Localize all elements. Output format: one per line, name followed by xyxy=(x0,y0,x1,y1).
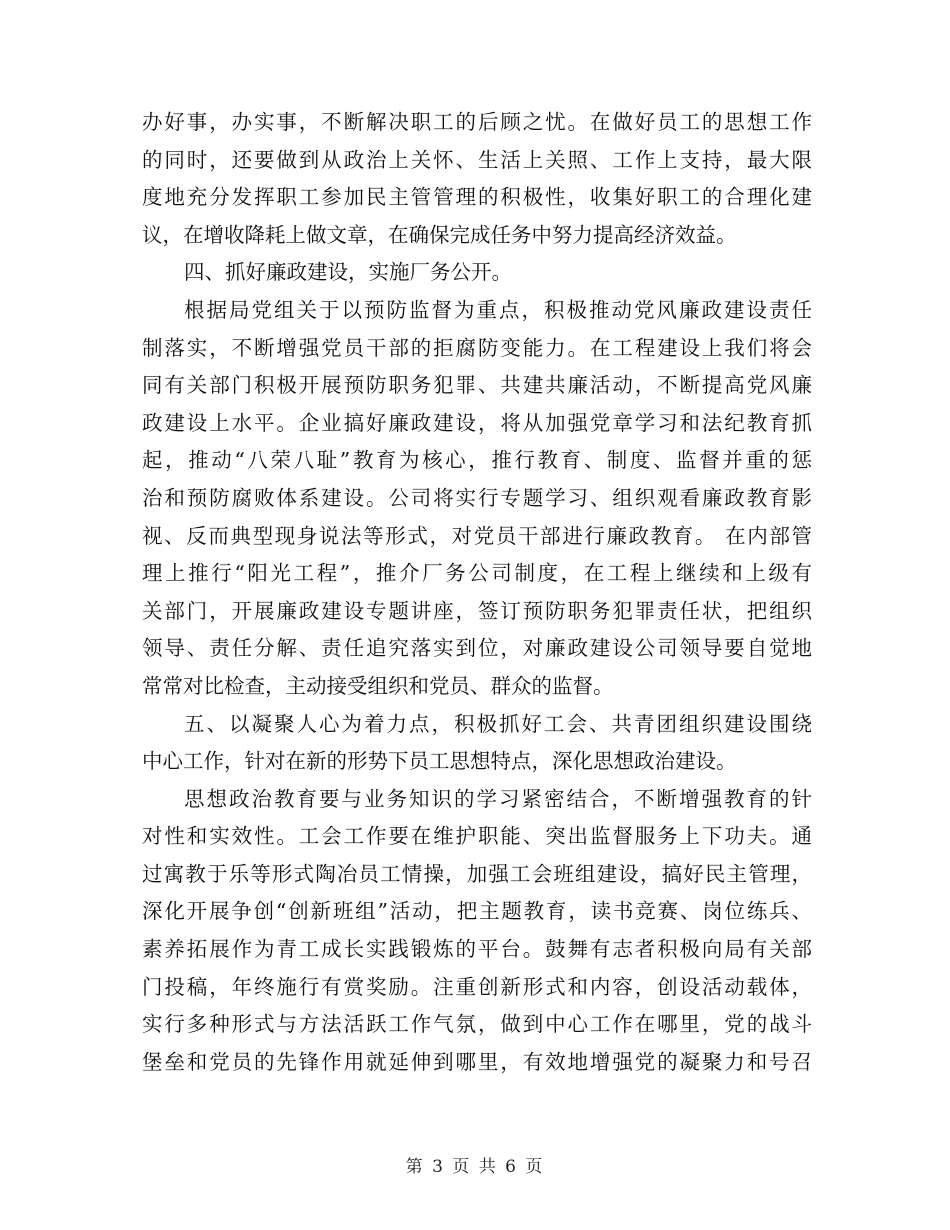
text-line: 办好事，办实事，不断解决职工的后顾之忧。在做好员工的思想工作 xyxy=(142,110,812,134)
text-line: 深化开展争创“创新班组”活动，把主题教育，读书竞赛、岗位练兵、 xyxy=(142,899,812,924)
page-number-footer: 第 3 页 共 6 页 xyxy=(405,1157,545,1177)
text-line: 的同时，还要做到从政治上关怀、生活上关照、工作上支持，最大限 xyxy=(142,147,812,172)
text-line: 起，推动“八荣八耻”教育为核心，推行教育、制度、监督并重的惩 xyxy=(142,448,812,473)
text-line: 同有关部门积极开展预防职务犯罪、共建共廉活动，不断提高党风廉 xyxy=(142,373,812,398)
text-line: 治和预防腐败体系建设。公司将实行专题学习、组织观看廉政教育影 xyxy=(142,485,812,510)
text-line: 中心工作，针对在新的形势下员工思想特点，深化思想政治建设。 xyxy=(142,749,737,774)
text-line: 理上推行“阳光工程”，推介厂务公司制度，在工程上继续和上级有 xyxy=(142,561,812,586)
document-body xyxy=(142,104,812,1081)
text-line: 常常对比检查，主动接受组织和党员、群众的监督。 xyxy=(142,673,614,698)
text-line: 五、以凝聚人心为着力点，积极抓好工会、共青团组织建设围绕 xyxy=(184,711,812,736)
text-line: 制落实，不断增强党员干部的拒腐防变能力。在工程建设上我们将会 xyxy=(142,335,812,360)
text-line: 视、反而典型现身说法等形式，对党员干部进行廉政教育。 在内部管 xyxy=(142,523,812,548)
text-line: 素养拓展作为青工成长实践锻炼的平台。鼓舞有志者积极向局有关部 xyxy=(142,937,812,962)
text-line: 政建设上水平。企业搞好廉政建设，将从加强党章学习和法纪教育抓 xyxy=(142,410,812,435)
text-line: 堡垒和党员的先锋作用就延伸到哪里，有效地增强党的凝聚力和号召 xyxy=(142,1049,812,1074)
text-line: 过寓教于乐等形式陶冶员工情操，加强工会班组建设，搞好民主管理， xyxy=(142,861,812,886)
text-line: 根据局党组关于以预防监督为重点，积极推动党风廉政建设责任 xyxy=(184,297,812,322)
text-line: 关部门，开展廉政建设专题讲座，签订预防职务犯罪责任状，把组织 xyxy=(142,598,812,623)
text-line: 度地充分发挥职工参加民主管管理的积极性，收集好职工的合理化建 xyxy=(142,185,812,210)
text-line: 对性和实效性。工会工作要在维护职能、突出监督服务上下功夫。通 xyxy=(142,824,812,849)
text-line: 议，在增收降耗上做文章，在确保完成任务中努力提高经济效益。 xyxy=(142,222,737,247)
text-line: 思想政治教育要与业务知识的学习紧密结合，不断增强教育的针 xyxy=(184,786,812,811)
text-line: 实行多种形式与方法活跃工作气氛，做到中心工作在哪里，党的战斗 xyxy=(142,1012,812,1037)
text-line: 四、抓好廉政建设，实施厂务公开。 xyxy=(184,260,512,285)
text-line: 门投稿，年终施行有赏奖励。注重创新形式和内容，创设活动载体， xyxy=(142,974,812,999)
text-line: 领导、责任分解、责任追究落实到位，对廉政建设公司领导要自觉地 xyxy=(142,636,812,661)
